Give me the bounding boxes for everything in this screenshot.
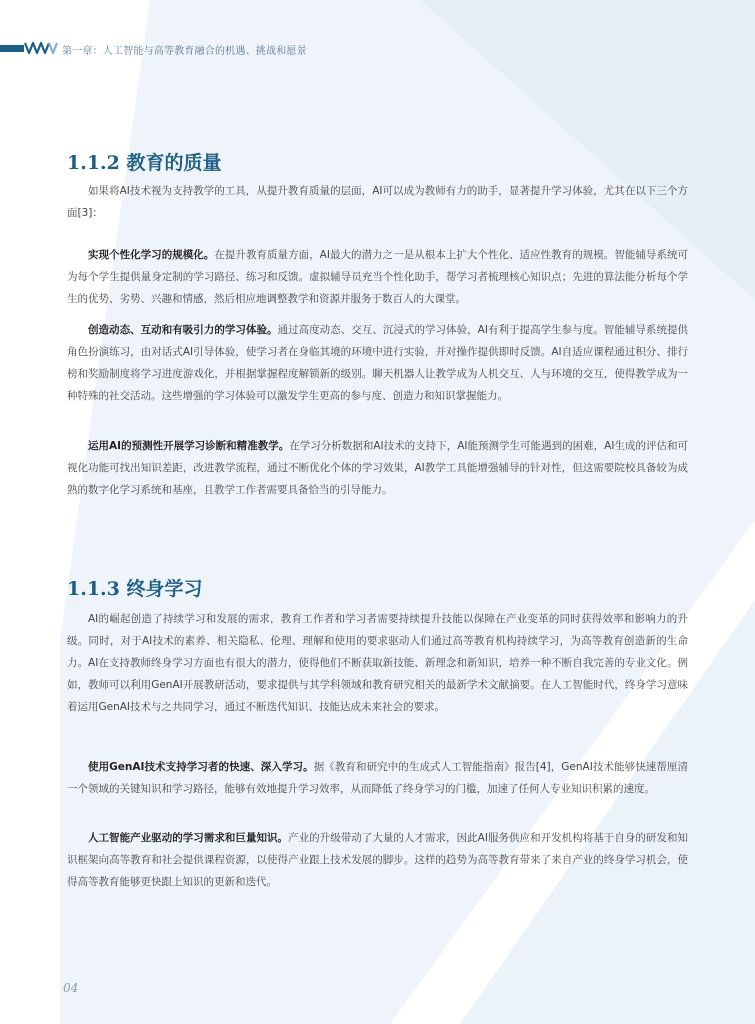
point-lead: 运用AI的预测性开展学习诊断和精准教学。 (88, 440, 290, 452)
point-predictive-diagnosis (67, 435, 688, 501)
section-1-1-2-intro: 如果将AI技术视为支持教学的工具，从提升教育质量的层面，AI可以成为教师有力的助手，显著提升学习体验，尤其在以下三个方面[3]： (67, 185, 688, 219)
point-text: 产业的升级带动了大量的人才需求，因此AI服务供应和开发机构将基于自身的研发和知识框架向高等教育和社会提供课程资源，以使得产业跟上技术发展的脚步。这样的趋势为高等教育带来了来自产业的终身学习机会，使得高等教育能够更快跟上知识的更新和迭代。 (67, 832, 689, 888)
point-text: 通过高度动态、交互、沉浸式的学习体验，AI有利于提高学生参与度。智能辅导系统提供角色扮演练习，由对话式AI引导体验，使学习者在身临其境的环境中进行实验，并对操作提供即时反馈。AI自适应课程通过积分、排行榜和奖励制度将学习进度游戏化，并根据掌握程度解锁新的级别。聊天机器人让教学成为人机交互、人与环境的交互，使得教学成为一种特殊的社交活动。这些增强的学习体验可以激发学生更高的参与度、创造力和知识掌握能力。 (67, 324, 689, 402)
point-text: 在学习分析数据和AI技术的支持下，AI能预测学生可能遇到的困难，AI生成的评估和可视化功能可找出知识差距，改进教学流程，通过不断优化个体的学习效果，AI教学工具能增强辅导的针对性，但这需要院校具备较为成熟的数字化学习系统和基座，且教学工作者需要具备恰当的引导能力。 (67, 440, 688, 496)
point-lead: 实现个性化学习的规模化。 (88, 249, 215, 261)
running-header (0, 40, 755, 56)
wave-logo-icon (24, 40, 58, 56)
section-title-1-1-3: 1.1.3 终身学习 (67, 578, 203, 600)
section-1-1-3-intro: AI的崛起创造了持续学习和发展的需求，教育工作者和学习者需要持续提升技能以保障在产业变革的同时获得效率和影响力的升级。同时，对于AI技术的素养、相关隐私、伦理、理解和使用的要求驱动人们通过高等教育机构持续学习，为高等教育创造新的生命力。AI在支持教师终身学习方面也有很大的潜力，使得他们不断获取新技能、新理念和新知识，培养一种不断自我完善的专业文化。例如，教师可以利用GenAI开展教研活动，要求提供与其学科领域和教育研究相关的最新学术文献摘要。在人工智能时代，终身学习意味着运用GenAI技术与之共同学习，通过不断迭代知识、技能达成未来社会的要求。 (67, 613, 688, 713)
point-text: 据《教育和研究中的生成式人工智能指南》报告[4]，GenAI技术能够快速帮厘清一个领域的关键知识和学习路径，能够有效地提升学习效率，从而降低了终身学习的门槛，加速了任何人专业知识积累的速度。 (67, 761, 689, 795)
page-number: 04 (63, 981, 79, 995)
point-personalized-learning (67, 244, 688, 310)
chapter-title: 第一章：人工智能与高等教育融合的机遇、挑战和愿景 (62, 46, 307, 57)
point-industry-driven-demand (67, 827, 688, 893)
point-lead: 使用GenAI技术支持学习者的快速、深入学习。 (88, 761, 314, 773)
point-lead: 创造动态、互动和有吸引力的学习体验。 (88, 324, 278, 336)
point-interactive-experience (67, 319, 688, 407)
point-text: 在提升教育质量方面，AI最大的潜力之一是从根本上扩大个性化、适应性教育的规模。智能辅导系统可为每个学生提供量身定制的学习路径、练习和反馈。虚拟辅导员充当个性化助手，帮学习者梳理核心知识点；先进的算法能分析每个学生的优势、劣势、兴趣和情感，然后相应地调整教学和资源并服务于数百人的大课堂。 (67, 249, 689, 305)
point-genai-rapid-learning (67, 756, 688, 800)
header-accent-bar (0, 45, 24, 52)
point-lead: 人工智能产业驱动的学习需求和巨量知识。 (88, 832, 289, 844)
section-title-1-1-2: 1.1.2 教育的质量 (67, 152, 222, 174)
